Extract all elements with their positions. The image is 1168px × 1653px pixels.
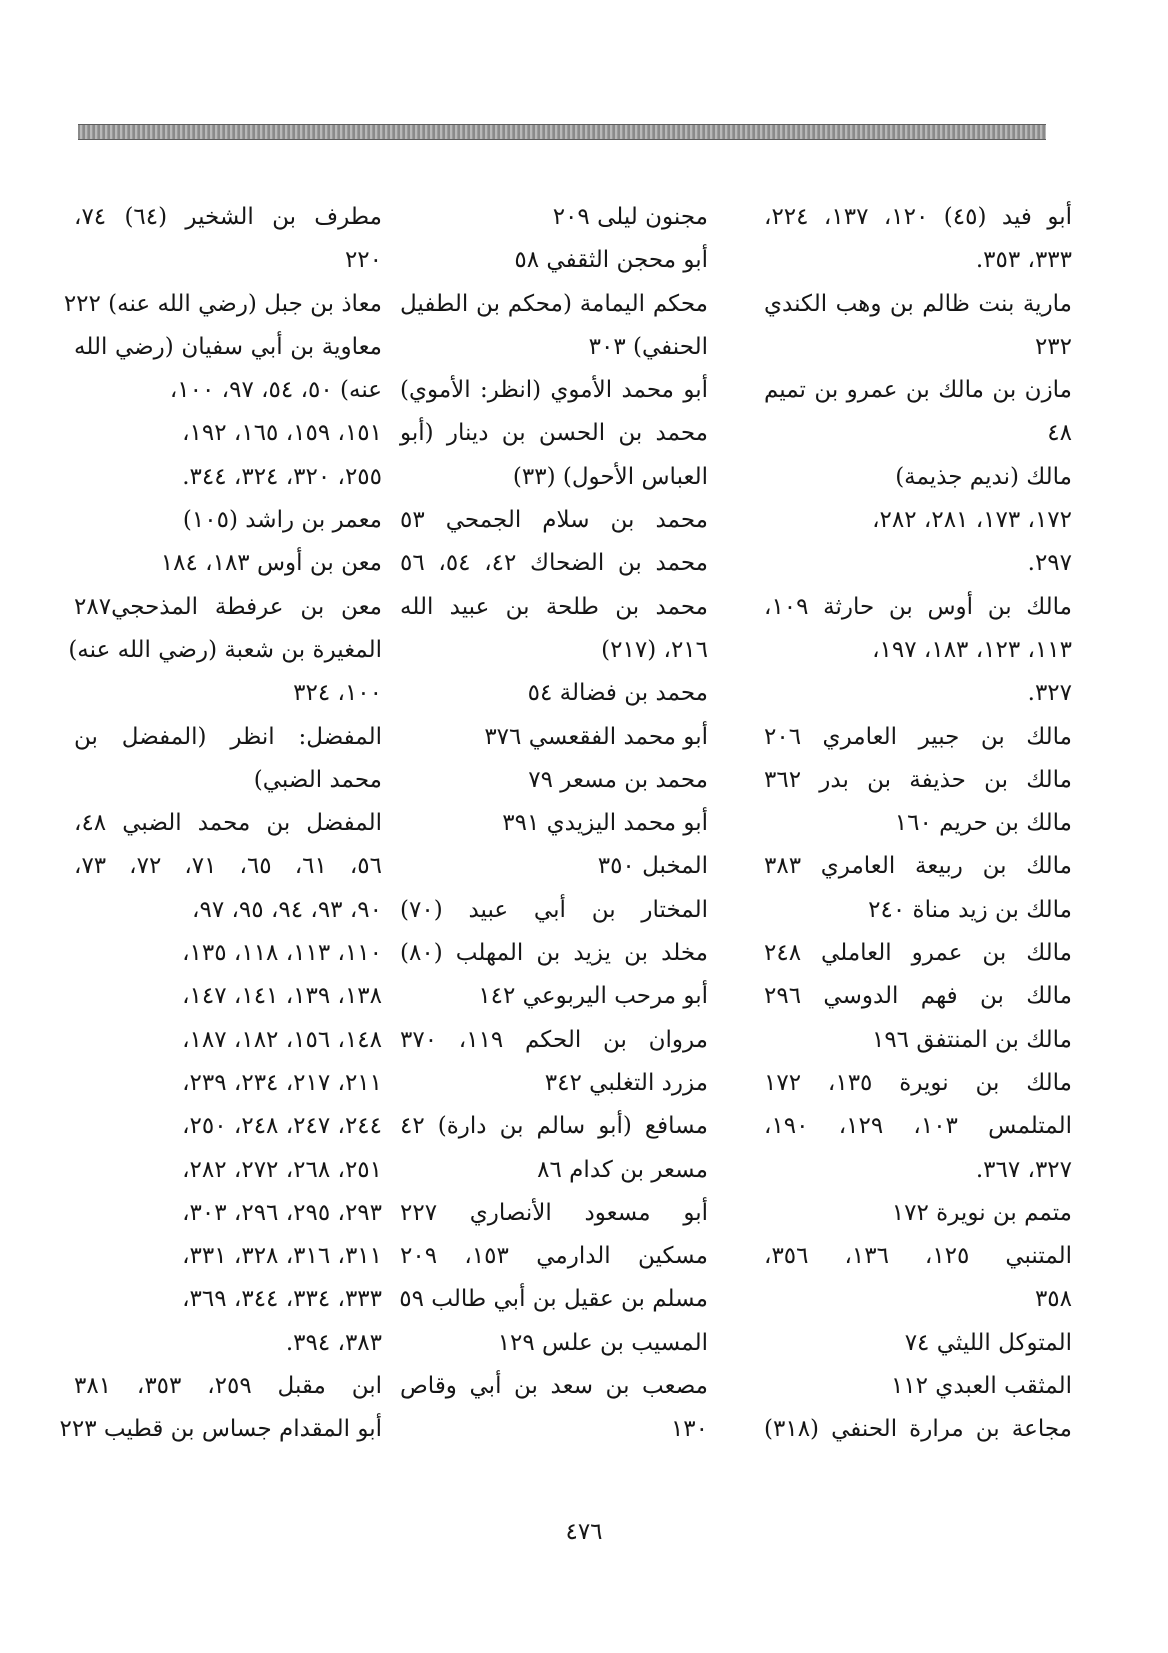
index-entry-line: ١٣٨، ١٣٩، ١٤١، ١٤٧،	[182, 983, 382, 1010]
index-entry-line: مجاعة بن مرارة الحنفي (٣١٨)	[764, 1416, 1072, 1443]
index-entry-line: ٣٨٣، ٣٩٤.	[285, 1329, 382, 1356]
index-entry-line: أبو فيد (٤٥) ١٢٠، ١٣٧، ٢٢٤،	[764, 204, 1072, 230]
index-entry-line: مسكين الدارمي ١٥٣، ٢٠٩	[400, 1243, 709, 1270]
index-entry-line: مطرف بن الشخير (٦٤) ٧٤،	[74, 204, 382, 230]
index-entry-line: المثقب العبدي ١١٢	[890, 1373, 1072, 1400]
index-entry-line: معمر بن راشد (١٠٥)	[182, 507, 382, 534]
index-entry-line: مخلد بن يزيد بن المهلب (٨٠)	[400, 940, 708, 967]
index-entry-line: ١١٣، ١٢٣، ١٨٣، ١٩٧،	[872, 636, 1072, 663]
index-entry-line: أبو محمد اليزيدي ٣٩١	[502, 810, 708, 837]
index-entry-line: محمد بن سلام الجمحي ٥٣	[400, 507, 708, 534]
index-entry-line: مالك بن نويرة ١٣٥، ١٧٢	[764, 1069, 1072, 1096]
index-entry-line: معاذ بن جبل (رضي الله عنه) ٢٢٢	[63, 290, 382, 317]
index-entry-line: ابن مقبل ٢٥٩، ٣٥٣، ٣٨١	[74, 1373, 383, 1400]
index-entry-line: معاوية بن أبي سفيان (رضي الله	[74, 333, 382, 360]
index-entry-line: ١٠٠، ٣٢٤	[293, 680, 382, 707]
index-entry-line: ١٣٠	[670, 1416, 708, 1443]
index-entry-line: أبو مرحب اليربوعي ١٤٢	[478, 983, 708, 1010]
index-entry-line: ٣٣٣، ٣٣٤، ٣٤٤، ٣٦٩،	[182, 1286, 382, 1313]
index-entry-line: مسافع (أبو سالم بن دارة) ٤٢	[400, 1113, 708, 1140]
header-rule	[78, 124, 1046, 140]
index-entry-line: مالك بن ربيعة العامري ٣٨٣	[764, 853, 1072, 880]
index-entry-line: ٣٥٨	[1034, 1286, 1072, 1313]
index-entry-line: ٢٣٢	[1034, 333, 1072, 360]
index-entry-line: ٢١١، ٢١٧، ٢٣٤، ٢٣٩،	[182, 1069, 382, 1096]
index-entry-line: مالك بن حريم ١٦٠	[894, 810, 1072, 837]
index-entry-line: المغيرة بن شعبة (رضي الله عنه)	[68, 636, 382, 663]
index-entry-line: ١٧٢، ١٧٣، ٢٨١، ٢٨٢،	[872, 507, 1072, 534]
index-entry-line: المختار بن أبي عبيد (٧٠)	[400, 896, 708, 923]
index-entry-line: معن بن عرفطة المذحجي٢٨٧	[74, 593, 382, 620]
index-entry-line: المتلمس ١٠٣، ١٢٩، ١٩٠،	[764, 1113, 1072, 1140]
index-entry-line: ٢٥٥، ٣٢٠، ٣٢٤، ٣٤٤.	[182, 463, 382, 490]
index-entry-line: العباس الأحول) (٣٣)	[512, 463, 708, 490]
index-entry-line: المخبل ٣٥٠	[597, 853, 708, 880]
index-entry-line: محمد بن الحسن بن دينار (أبو	[400, 420, 708, 447]
index-entry-line: مسلم بن عقيل بن أبي طالب ٥٩	[399, 1286, 708, 1313]
index-entry-line: المتوكل الليثي ٧٤	[904, 1329, 1072, 1356]
index-entry-line: الحنفي) ٣٠٣	[588, 333, 708, 360]
index-entry-line: محمد بن مسعر ٧٩	[528, 766, 708, 793]
index-entry-line: محمد بن الضحاك ٤٢، ٥٤، ٥٦	[400, 550, 709, 577]
index-entry-line: المسيب بن علس ١٢٩	[497, 1329, 708, 1356]
index-entry-line: ٢١٦، (٢١٧)	[601, 636, 708, 663]
index-entry-line: محمد بن طلحة بن عبيد الله	[400, 593, 708, 620]
index-entry-line: مروان بن الحكم ١١٩، ٣٧٠	[400, 1026, 709, 1053]
index-entry-line: أبو محمد الفقعسي ٣٧٦	[484, 723, 708, 750]
index-entry-line: مجنون ليلى ٢٠٩	[552, 204, 708, 230]
index-entry-line: ٩٠، ٩٣، ٩٤، ٩٥، ٩٧،	[192, 896, 382, 923]
index-column-right	[764, 196, 1072, 1452]
index-entry-line: ٢٤٤، ٢٤٧، ٢٤٨، ٢٥٠،	[182, 1113, 382, 1140]
index-entry-line: ٣٣٣، ٣٥٣.	[975, 247, 1072, 274]
page-number: ٤٧٦	[565, 1519, 603, 1545]
index-entry-line: ٤٨	[1047, 420, 1072, 447]
index-entry-line: عنه) ٥٠، ٥٤، ٩٧، ١٠٠،	[169, 377, 382, 404]
index-entry-line: ٢٥١، ٢٦٨، ٢٧٢، ٢٨٢،	[182, 1156, 382, 1183]
index-entry-line: محمد بن فضالة ٥٤	[527, 680, 708, 707]
index-column-middle	[400, 196, 708, 1452]
index-entry-line: ٢٢٠	[344, 247, 382, 274]
index-entry-line: ٢٩٣، ٢٩٥، ٢٩٦، ٣٠٣،	[182, 1199, 382, 1226]
index-entry-line: مسعر بن كدام ٨٦	[537, 1156, 708, 1183]
index-entry-line: المفضل: انظر (المفضل بن	[74, 723, 382, 750]
index-entry-line: مالك بن فهم الدوسي ٢٩٦	[764, 983, 1072, 1010]
index-entry-line: أبو محمد الأموي (انظر: الأموي)	[400, 377, 708, 404]
index-entry-line: محمد الضبي)	[253, 766, 382, 793]
index-entry-line: ٣٢٧، ٣٦٧.	[975, 1156, 1072, 1183]
index-entry-line: ٣١١، ٣١٦، ٣٢٨، ٣٣١،	[182, 1243, 382, 1270]
index-column-left	[59, 196, 383, 1452]
index-entry-line: المفضل بن محمد الضبي ٤٨،	[74, 810, 382, 837]
index-entry-line: أبو محجن الثقفي ٥٨	[514, 247, 708, 274]
index-entry-line: مزرد التغلبي ٣٤٢	[544, 1069, 708, 1096]
index-entry-line: مالك (نديم جذيمة)	[895, 463, 1072, 490]
index-entry-line: مالك بن أوس بن حارثة ١٠٩،	[764, 593, 1072, 620]
index-entry-line: مصعب بن سعد بن أبي وقاص	[400, 1373, 708, 1400]
index-entry-line: ٢٩٧.	[1027, 550, 1072, 577]
index-entry-line: مالك بن زيد مناة ٢٤٠	[868, 896, 1072, 923]
index-entry-line: ٥٦، ٦١، ٦٥، ٧١، ٧٢، ٧٣،	[74, 853, 383, 880]
index-entry-line: مازن بن مالك بن عمرو بن تميم	[764, 377, 1072, 404]
index-entry-line: المتنبي ١٢٥، ١٣٦، ٣٥٦،	[764, 1243, 1073, 1270]
index-entry-line: أبو المقدام جساس بن قطيب ٢٢٣	[59, 1416, 382, 1443]
index-entry-line: مالك بن جبير العامري ٢٠٦	[764, 723, 1072, 750]
index-entry-line: ٣٢٧.	[1027, 680, 1072, 707]
index-entry-line: مارية بنت ظالم بن وهب الكندي	[764, 290, 1072, 317]
index-entry-line: أبو مسعود الأنصاري ٢٢٧	[400, 1199, 708, 1226]
index-entry-line: مالك بن المنتفق ١٩٦	[871, 1026, 1072, 1053]
index-entry-line: ١١٠، ١١٣، ١١٨، ١٣٥،	[182, 940, 382, 967]
index-entry-line: معن بن أوس ١٨٣، ١٨٤	[160, 550, 382, 577]
index-entry-line: محكم اليمامة (محكم بن الطفيل	[400, 290, 708, 317]
index-entry-line: متمم بن نويرة ١٧٢	[891, 1199, 1072, 1226]
index-entry-line: مالك بن حذيفة بن بدر ٣٦٢	[764, 766, 1072, 793]
index-entry-line: مالك بن عمرو العاملي ٢٤٨	[764, 940, 1072, 967]
index-entry-line: ١٥١، ١٥٩، ١٦٥، ١٩٢،	[182, 420, 382, 447]
index-entry-line: ١٤٨، ١٥٦، ١٨٢، ١٨٧،	[182, 1026, 382, 1053]
